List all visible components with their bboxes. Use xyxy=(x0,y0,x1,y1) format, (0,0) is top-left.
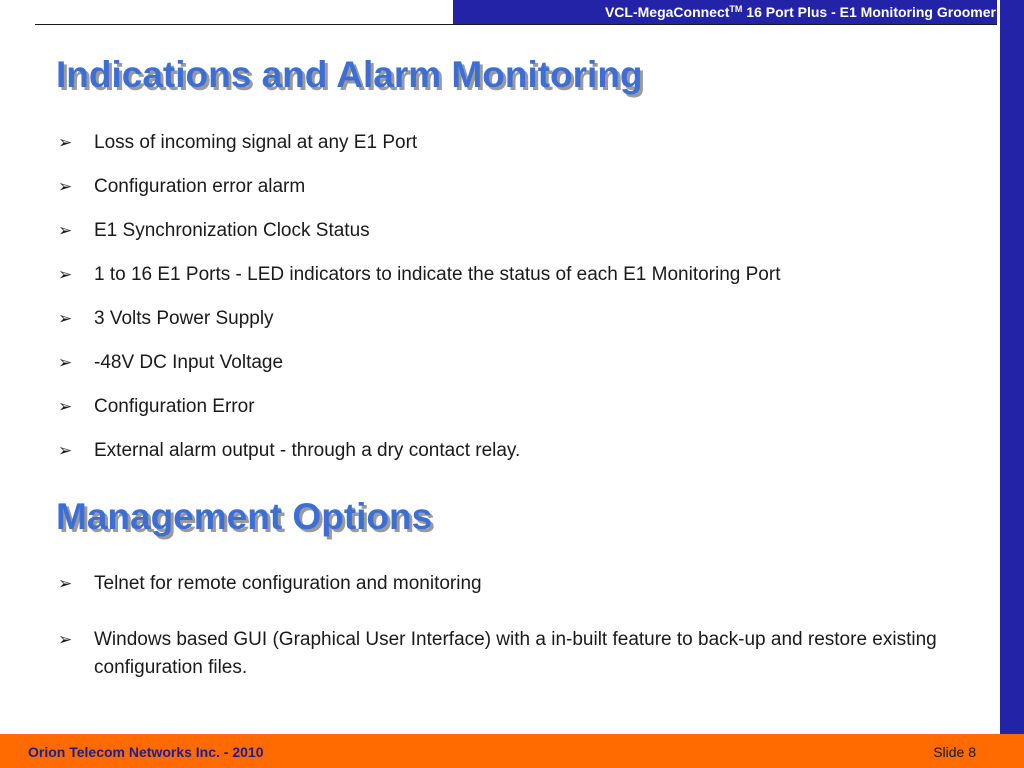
arrow-bullet-icon: ➢ xyxy=(58,309,73,328)
list-item-text: Windows based GUI (Graphical User Interface) with a in-built feature to back-up and restore existing configuration files. xyxy=(94,629,937,678)
right-accent-bar xyxy=(1000,0,1024,734)
list-item-text: E1 Synchronization Clock Status xyxy=(94,220,370,241)
list-item xyxy=(58,572,958,626)
footer-bar xyxy=(0,734,1024,768)
alarm-monitoring-list xyxy=(58,131,958,483)
footer-company: Orion Telecom Networks Inc. - 2010 xyxy=(28,744,264,760)
alarm-monitoring-heading: Indications and Alarm Monitoring xyxy=(56,54,643,95)
list-item-text: Loss of incoming signal at any E1 Port xyxy=(94,132,418,153)
right-accent-bar-edge xyxy=(997,0,1000,734)
arrow-bullet-icon: ➢ xyxy=(58,221,73,240)
list-item xyxy=(58,439,958,483)
list-item xyxy=(58,219,958,263)
arrow-bullet-icon: ➢ xyxy=(58,441,73,460)
arrow-bullet-icon: ➢ xyxy=(58,630,73,649)
header-title-prefix: VCL-MegaConnect xyxy=(604,4,730,20)
arrow-bullet-icon: ➢ xyxy=(58,574,73,593)
list-item xyxy=(58,395,958,439)
management-options-heading: Management Options xyxy=(56,496,433,537)
header-title-suffix: 16 Port Plus - E1 Monitoring Groomer xyxy=(742,4,996,20)
list-item-text: -48V DC Input Voltage xyxy=(94,352,284,373)
list-item xyxy=(58,263,958,307)
list-item-text: Configuration Error xyxy=(94,396,255,417)
arrow-bullet-icon: ➢ xyxy=(58,133,73,152)
list-item xyxy=(58,351,958,395)
header-rule xyxy=(35,24,1000,25)
list-item-text: 1 to 16 E1 Ports - LED indicators to indicate the status of each E1 Monitoring Port xyxy=(94,264,781,285)
list-item-text: Configuration error alarm xyxy=(94,176,306,197)
management-options-list xyxy=(58,572,958,686)
arrow-bullet-icon: ➢ xyxy=(58,265,73,284)
list-item xyxy=(58,626,958,686)
list-item xyxy=(58,307,958,351)
list-item-text: Telnet for remote configuration and monitoring xyxy=(94,573,482,594)
arrow-bullet-icon: ➢ xyxy=(58,177,73,196)
list-item-text: 3 Volts Power Supply xyxy=(94,308,274,329)
list-item xyxy=(58,131,958,175)
slide-number: Slide 8 xyxy=(933,744,976,760)
arrow-bullet-icon: ➢ xyxy=(58,397,73,416)
trademark-mark: TM xyxy=(729,4,743,14)
list-item xyxy=(58,175,958,219)
header-banner xyxy=(453,0,1000,24)
arrow-bullet-icon: ➢ xyxy=(58,353,73,372)
list-item-text: External alarm output - through a dry contact relay. xyxy=(94,440,521,461)
